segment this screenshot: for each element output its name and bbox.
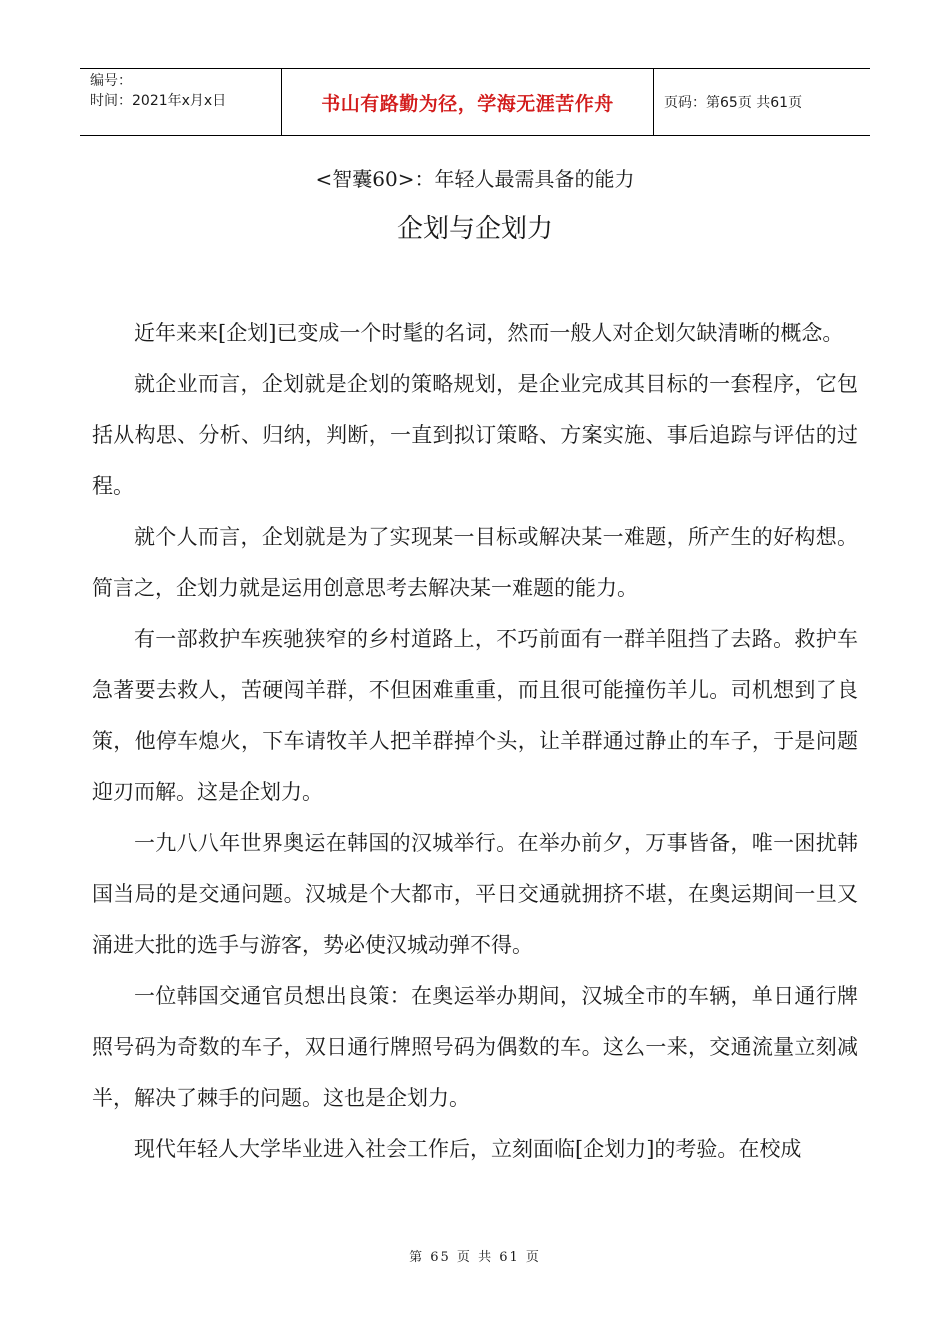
body-paragraph: 现代年轻人大学毕业进入社会工作后，立刻面临[企划力]的考验。在校成 [134,1137,802,1161]
body-paragraph: 有一部救护车疾驰狭窄的乡村道路上，不巧前面有一群羊阻挡了去路。救护车急著要去救人，苦硬闯羊群，不但困难重重，而且很可能撞伤羊儿。司机想到了良策，他停车熄火，下车请牧羊人把羊群掉个头，让羊群通过静止的车子，于是问题迎刃而解。这是企划力。 [92,627,858,804]
document-title: 企划与企划力 [396,214,553,244]
document-body [92,308,858,1175]
body-paragraph: 就个人而言，企划就是为了实现某一目标或解决某一难题，所产生的好构想。简言之，企划力就是运用创意思考去解决某一难题的能力。 [92,525,858,600]
header-page-info: 页码：第65页 共61页 [664,95,803,111]
page-footer: 第 65 页 共 61 页 [409,1250,541,1265]
body-paragraph: 近年来来[企划]已变成一个时髦的名词，然而一般人对企划欠缺清晰的概念。 [134,321,844,345]
body-paragraph: 就企业而言，企划就是企划的策略规划，是企业完成其目标的一套程序，它包括从构思、分析、归纳，判断，一直到拟订策略、方案实施、事后追踪与评估的过程。 [92,372,858,498]
header-meta [80,69,282,135]
body-paragraph: 一位韩国交通官员想出良策：在奥运举办期间，汉城全市的车辆，单日通行牌照号码为奇数的车子，双日通行牌照号码为偶数的车。这么一来，交通流量立刻减半，解决了棘手的问题。这也是企划力。 [92,984,858,1110]
body-paragraph: 一九八八年世界奥运在韩国的汉城举行。在举办前夕，万事皆备，唯一困扰韩国当局的是交通问题。汉城是个大都市，平日交通就拥挤不堪，在奥运期间一旦又涌进大批的选手与游客，势必使汉城动弹不得。 [92,831,858,957]
document-subtitle: <智囊60>：年轻人最需具备的能力 [315,167,635,191]
header-date: 时间：2021年x月x日 [90,93,227,109]
header-motto: 书山有路勤为径，学海无涯苦作舟 [282,69,654,135]
page-header [80,68,870,136]
header-number-label: 编号： [90,73,132,89]
